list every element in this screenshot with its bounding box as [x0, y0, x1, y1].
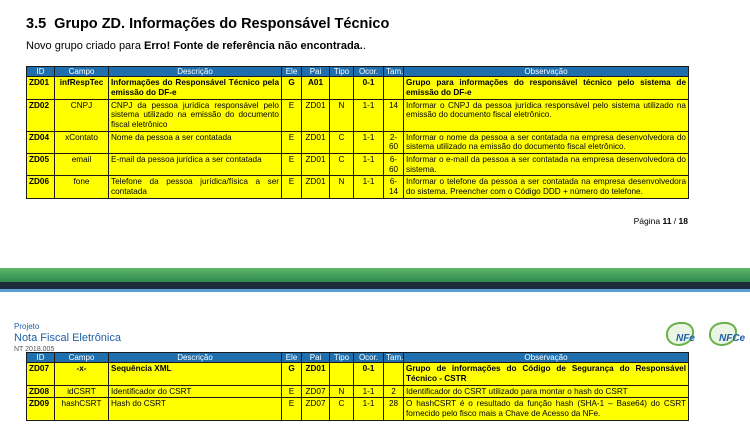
- observacao-cell: Grupo de informações do Código de Segurança do Responsável Técnico - CSTR: [404, 363, 689, 385]
- campo-cell: CNPJ: [55, 99, 109, 131]
- nfe-logo-text: NFe: [676, 333, 695, 344]
- column-header-desc: Descrição: [109, 67, 282, 77]
- subtitle-prefix: Novo grupo criado para: [26, 40, 145, 52]
- ocor-cell: 1-1: [354, 385, 384, 398]
- reference-error: Erro! Fonte de referência não encontrada.: [144, 40, 363, 52]
- tipo-cell: N: [330, 176, 354, 198]
- column-header-ocor: Ocor.: [354, 67, 384, 77]
- column-header-tipo: Tipo: [330, 67, 354, 77]
- tipo-cell: [330, 77, 354, 99]
- column-header-id: ID: [27, 353, 55, 363]
- column-header-ele: Ele: [282, 67, 302, 77]
- column-header-obs: Observação: [404, 67, 689, 77]
- section-title: [26, 16, 389, 32]
- tam-cell: 14: [384, 99, 404, 131]
- tam-cell: [384, 363, 404, 385]
- id-cell: ZD02: [27, 99, 55, 131]
- descricao-cell: E-mail da pessoa jurídica a ser contatada: [109, 154, 282, 176]
- nfe-logo: [664, 322, 704, 352]
- id-cell: ZD07: [27, 363, 55, 385]
- campo-cell: email: [55, 154, 109, 176]
- column-header-tam: Tam.: [384, 67, 404, 77]
- table-row: [27, 154, 689, 176]
- descricao-cell: Identificador do CSRT: [109, 385, 282, 398]
- tam-cell: 6-60: [384, 154, 404, 176]
- column-header-obs: Observação: [404, 353, 689, 363]
- tam-cell: [384, 77, 404, 99]
- descricao-cell: CNPJ da pessoa jurídica responsável pelo sistema utilizado na emissão do documento fiscal eletrônico: [109, 99, 282, 131]
- campo-cell: -x-: [55, 363, 109, 385]
- table-row: [27, 77, 689, 99]
- column-header-id: ID: [27, 67, 55, 77]
- page-break-band-green: [0, 268, 750, 282]
- tipo-cell: C: [330, 154, 354, 176]
- ele-cell: E: [282, 131, 302, 153]
- ele-cell: G: [282, 77, 302, 99]
- table-row: [27, 99, 689, 131]
- column-header-tipo: Tipo: [330, 353, 354, 363]
- page-break-band-blue: [0, 289, 750, 292]
- table-header-row: [27, 353, 689, 363]
- page-total: 18: [678, 216, 688, 226]
- pai-cell: ZD01: [302, 131, 330, 153]
- column-header-tam: Tam.: [384, 353, 404, 363]
- column-header-desc: Descrição: [109, 353, 282, 363]
- fields-table-2: [26, 352, 689, 421]
- descricao-cell: Telefone da pessoa jurídica/física a ser contatada: [109, 176, 282, 198]
- id-cell: ZD06: [27, 176, 55, 198]
- column-header-pai: Pai: [302, 353, 330, 363]
- observacao-cell: Informar o nome da pessoa a ser contatada na empresa desenvolvedora do sistema utilizado na emissão do documento fiscal eletrônico.: [404, 131, 689, 153]
- ocor-cell: 1-1: [354, 154, 384, 176]
- campo-cell: xContato: [55, 131, 109, 153]
- id-cell: ZD01: [27, 77, 55, 99]
- table-row: [27, 131, 689, 153]
- campo-cell: fone: [55, 176, 109, 198]
- page-separator: /: [671, 216, 679, 226]
- page-label: Página: [633, 216, 661, 226]
- section-heading: Grupo ZD. Informações do Responsável Técnico: [54, 16, 390, 32]
- ocor-cell: 0-1: [354, 77, 384, 99]
- nfce-logo-text: NFCe: [719, 333, 746, 344]
- campo-cell: idCSRT: [55, 385, 109, 398]
- campo-cell: infRespTec: [55, 77, 109, 99]
- pai-cell: ZD07: [302, 385, 330, 398]
- tam-cell: 6-14: [384, 176, 404, 198]
- pai-cell: ZD01: [302, 154, 330, 176]
- table-body: [27, 363, 689, 420]
- tipo-cell: N: [330, 385, 354, 398]
- pai-cell: ZD07: [302, 398, 330, 420]
- table-row: [27, 398, 689, 420]
- column-header-ocor: Ocor.: [354, 353, 384, 363]
- observacao-cell: Identificador do CSRT utilizado para montar o hash do CSRT: [404, 385, 689, 398]
- header-project-label: Projeto: [14, 322, 40, 331]
- nfce-logo: [707, 322, 747, 352]
- id-cell: ZD05: [27, 154, 55, 176]
- ele-cell: E: [282, 385, 302, 398]
- ele-cell: E: [282, 398, 302, 420]
- tipo-cell: C: [330, 398, 354, 420]
- campo-cell: hashCSRT: [55, 398, 109, 420]
- tipo-cell: N: [330, 99, 354, 131]
- table-body: [27, 77, 689, 198]
- id-cell: ZD08: [27, 385, 55, 398]
- ocor-cell: 1-1: [354, 176, 384, 198]
- descricao-cell: Informações do Responsável Técnico pela emissão do DF-e: [109, 77, 282, 99]
- column-header-campo: Campo: [55, 67, 109, 77]
- tipo-cell: C: [330, 131, 354, 153]
- column-header-ele: Ele: [282, 353, 302, 363]
- header-nt-number: NT 2018.005: [14, 346, 55, 353]
- table-row: [27, 176, 689, 198]
- table-row: [27, 363, 689, 385]
- tam-cell: 2-60: [384, 131, 404, 153]
- observacao-cell: Informar o CNPJ da pessoa jurídica responsável pelo sistema utilizado na emissão do documento fiscal eletrônico.: [404, 99, 689, 131]
- section-number: 3.5: [26, 16, 47, 32]
- ocor-cell: 1-1: [354, 99, 384, 131]
- ocor-cell: 1-1: [354, 398, 384, 420]
- ocor-cell: 1-1: [354, 131, 384, 153]
- pai-cell: A01: [302, 77, 330, 99]
- observacao-cell: Informar o e-mail da pessoa a ser contatada na empresa desenvolvedora do sistema.: [404, 154, 689, 176]
- page-break-band-dark: [0, 282, 750, 289]
- section-subtitle: [26, 40, 366, 52]
- column-header-pai: Pai: [302, 67, 330, 77]
- ele-cell: E: [282, 154, 302, 176]
- tam-cell: 28: [384, 398, 404, 420]
- observacao-cell: O hashCSRT é o resultado da função hash (SHA-1 – Base64) do CSRT fornecido pelo fisco mais a Chave de Acesso da NFe.: [404, 398, 689, 420]
- ocor-cell: 0-1: [354, 363, 384, 385]
- pai-cell: ZD01: [302, 363, 330, 385]
- header-project-name: Nota Fiscal Eletrônica: [14, 332, 121, 344]
- page-number: [634, 216, 688, 226]
- observacao-cell: Grupo para informações do responsável técnico pelo sistema de emissão do DF-e: [404, 77, 689, 99]
- ele-cell: E: [282, 99, 302, 131]
- pai-cell: ZD01: [302, 99, 330, 131]
- pai-cell: ZD01: [302, 176, 330, 198]
- id-cell: ZD04: [27, 131, 55, 153]
- descricao-cell: Nome da pessoa a ser contatada: [109, 131, 282, 153]
- subtitle-suffix: .: [362, 40, 366, 52]
- page-current: 11: [662, 216, 672, 226]
- table-row: [27, 385, 689, 398]
- column-header-campo: Campo: [55, 353, 109, 363]
- table-header-row: [27, 67, 689, 77]
- tipo-cell: [330, 363, 354, 385]
- ele-cell: G: [282, 363, 302, 385]
- tam-cell: 2: [384, 385, 404, 398]
- descricao-cell: Sequência XML: [109, 363, 282, 385]
- descricao-cell: Hash do CSRT: [109, 398, 282, 420]
- ele-cell: E: [282, 176, 302, 198]
- fields-table-1: [26, 66, 689, 199]
- observacao-cell: Informar o telefone da pessoa a ser contatada na empresa desenvolvedora do sistema. Preencher com o Código DDD + número do telefone.: [404, 176, 689, 198]
- id-cell: ZD09: [27, 398, 55, 420]
